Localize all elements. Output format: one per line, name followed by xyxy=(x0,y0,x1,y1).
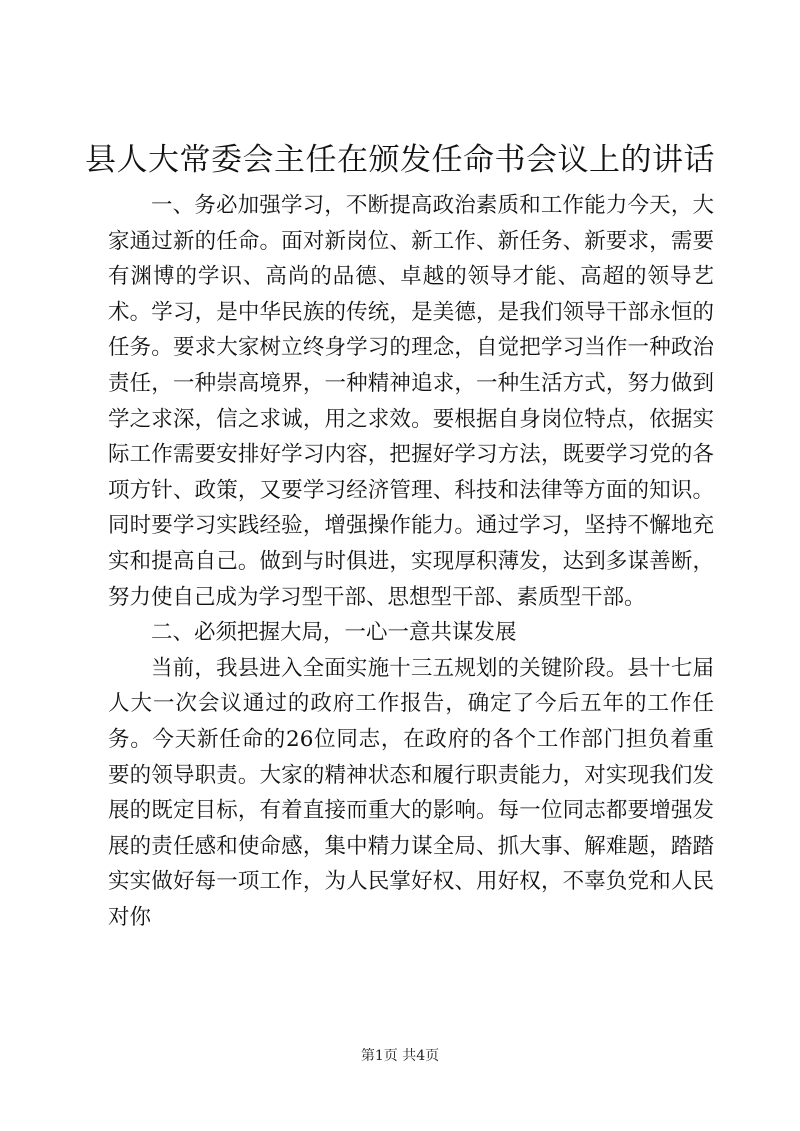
document-body xyxy=(108,188,714,935)
page-number-label: 第1页 共4页 xyxy=(360,1048,440,1064)
document-title: 县人大常委会主任在颁发任命书会议上的讲话 xyxy=(85,142,715,178)
paragraph-study: 一、务必加强学习，不断提高政治素质和工作能力今天，大家通过新的任命。面对新岗位、新工作、新任务、新要求，需要有渊博的学识、高尚的品德、卓越的领导才能、高超的领导艺术。学习，是中华民族的传统，是美德，是我们领导干部永恒的任务。要求大家树立终身学习的理念，自觉把学习当作一种政治责任，一种崇高境界，一种精神追求，一种生活方式，努力做到学之求深，信之求诚，用之求效。要根据自身岗位特点，依据实际工作需要安排好学习内容，把握好学习方法，既要学习党的各项方针、政策，又要学习经济管理、科技和法律等方面的知识。同时要学习实践经验，增强操作能力。通过学习，坚持不懈地充实和提高自己。做到与时俱进，实现厚积薄发，达到多谋善断，努力使自己成为学习型干部、思想型干部、素质型干部。 xyxy=(108,193,714,610)
page-footer xyxy=(0,1046,800,1066)
paragraph-development: 当前，我县进入全面实施十三五规划的关键阶段。县十七届人大一次会议通过的政府工作报告，确定了今后五年的工作任务。今天新任命的26位同志，在政府的各个工作部门担负着重要的领导职责。大家的精神状态和履行职责能力，对实现我们发展的既定目标，有着直接而重大的影响。每一位同志都要增强发展的责任感和使命感，集中精力谋全局、抓大事、解难题，踏踏实实做好每一项工作，为人民掌好权、用好权，不辜负党和人民对你 xyxy=(108,655,714,930)
paragraph-heading-overall-situation: 二、必须把握大局，一心一意共谋发展 xyxy=(151,620,517,646)
